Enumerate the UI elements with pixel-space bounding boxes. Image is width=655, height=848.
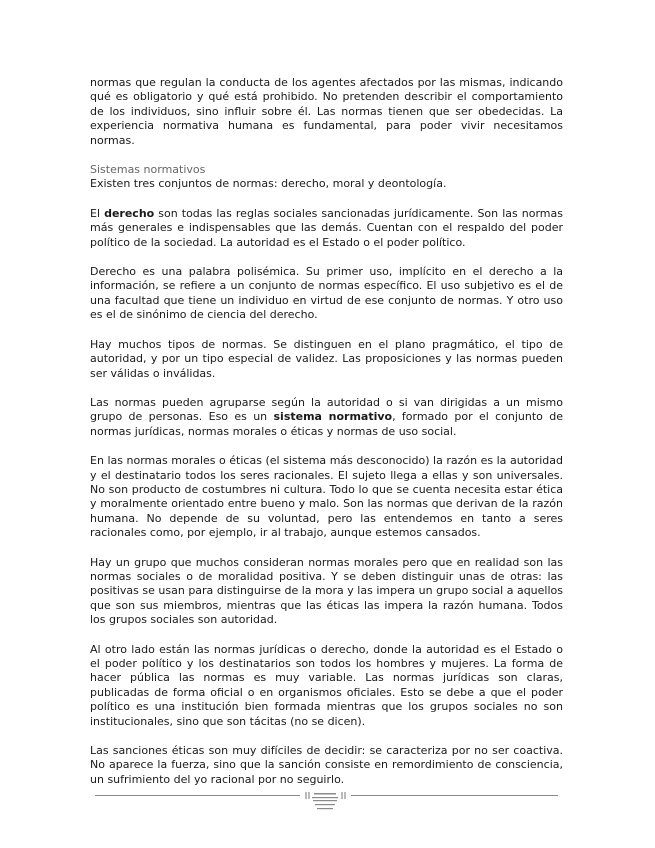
paragraph: Existen tres conjuntos de normas: derecho, moral y deontología. [90, 177, 447, 191]
paragraph-text: , formado por el conjunto de normas jurídicas, normas morales o éticas y normas de uso social. [90, 410, 563, 438]
page-footer [95, 795, 558, 825]
bold-term: derecho [104, 206, 155, 220]
paragraph [90, 207, 563, 250]
paragraph-text: son todas las reglas sociales sancionadas jurídicamente. Son las normas más generales e indispensables que las demás. Cuentan con el respaldo del poder político de la sociedad. La autoridad es el Estado o el poder político. [90, 206, 563, 249]
paragraph: Hay un grupo que muchos consideran normas morales pero que en realidad son las normas sociales o de moralidad positiva. Y se deben distinguir unas de otras: las positivas se usan para distinguirse de la mora y las impera un grupo social a aquellos que son sus miembros, mientras que las éticas las impera la razón humana. Todos los grupos sociales son autoridad. [90, 555, 563, 627]
footer-rule-left [95, 795, 300, 796]
paragraph: normas que regulan la conducta de los agentes afectados por las mismas, indicando qué es obligatorio y qué está prohibido. No pretenden describir el comportamiento de los individuos, sino influir sobre él. Las normas tienen que ser obedecidas. La experiencia normativa humana es fundamental, para poder vivir necesitamos normas. [90, 76, 563, 147]
footer-rule-right [351, 795, 558, 796]
university-crest-icon [300, 790, 351, 820]
bold-term: sistema normativo [273, 410, 393, 424]
paragraph-text: El [90, 206, 105, 220]
paragraph: Derecho es una palabra polisémica. Su primer uso, implícito en el derecho a la información, se refiere a un conjunto de normas específico. El uso subjetivo es el de una facultad que tiene un individuo en virtud de ese conjunto de normas. Y otro uso es el de sinónimo de ciencia del derecho. [90, 265, 563, 322]
paragraph: En las normas morales o éticas (el sistema más desconocido) la razón es la autoridad y el destinatario todos los seres racionales. El sujeto llega a ellas y son universales. No son producto de costumbres ni cultura. Todo lo que se cuenta necesita estar ética y moralmente orientado entre bueno y malo. Son las normas que derivan de la razón humana. No depende de su voluntad, pero las entendemos en tanto a seres racionales como, por ejemplo, ir al trabajo, aunque estemos cansados. [90, 454, 563, 540]
paragraph-text: Las normas pueden agruparse según la autoridad o si van dirigidas a un mismo grupo de personas. Eso es un [90, 395, 563, 424]
paragraph [90, 396, 563, 439]
paragraph: Hay muchos tipos de normas. Se distinguen en el plano pragmático, el tipo de autoridad, y por un tipo especial de validez. Las proposiciones y las normas pueden ser válidas o inválidas. [90, 337, 563, 380]
document-body [90, 76, 563, 787]
paragraph: Las sanciones éticas son muy difíciles de decidir: se caracteriza por no ser coactiva. No aparece la fuerza, sino que la sanción consiste en remordimiento de consciencia, un sufrimiento del yo racional por no seguirlo. [90, 744, 563, 786]
section-heading: Sistemas normativos [90, 163, 206, 177]
paragraph: Al otro lado están las normas jurídicas o derecho, donde la autoridad es el Estado o el poder político y los destinatarios son todos los hombres y mujeres. La forma de hacer pública las normas es muy variable. Las normas jurídicas son claras, publicadas de forma oficial o en organismos oficiales. Esto se debe a que el poder político es una institución bien formada mientras que los grupos sociales no son institucionales, sino que son tácitas (no se dicen). [90, 642, 563, 728]
